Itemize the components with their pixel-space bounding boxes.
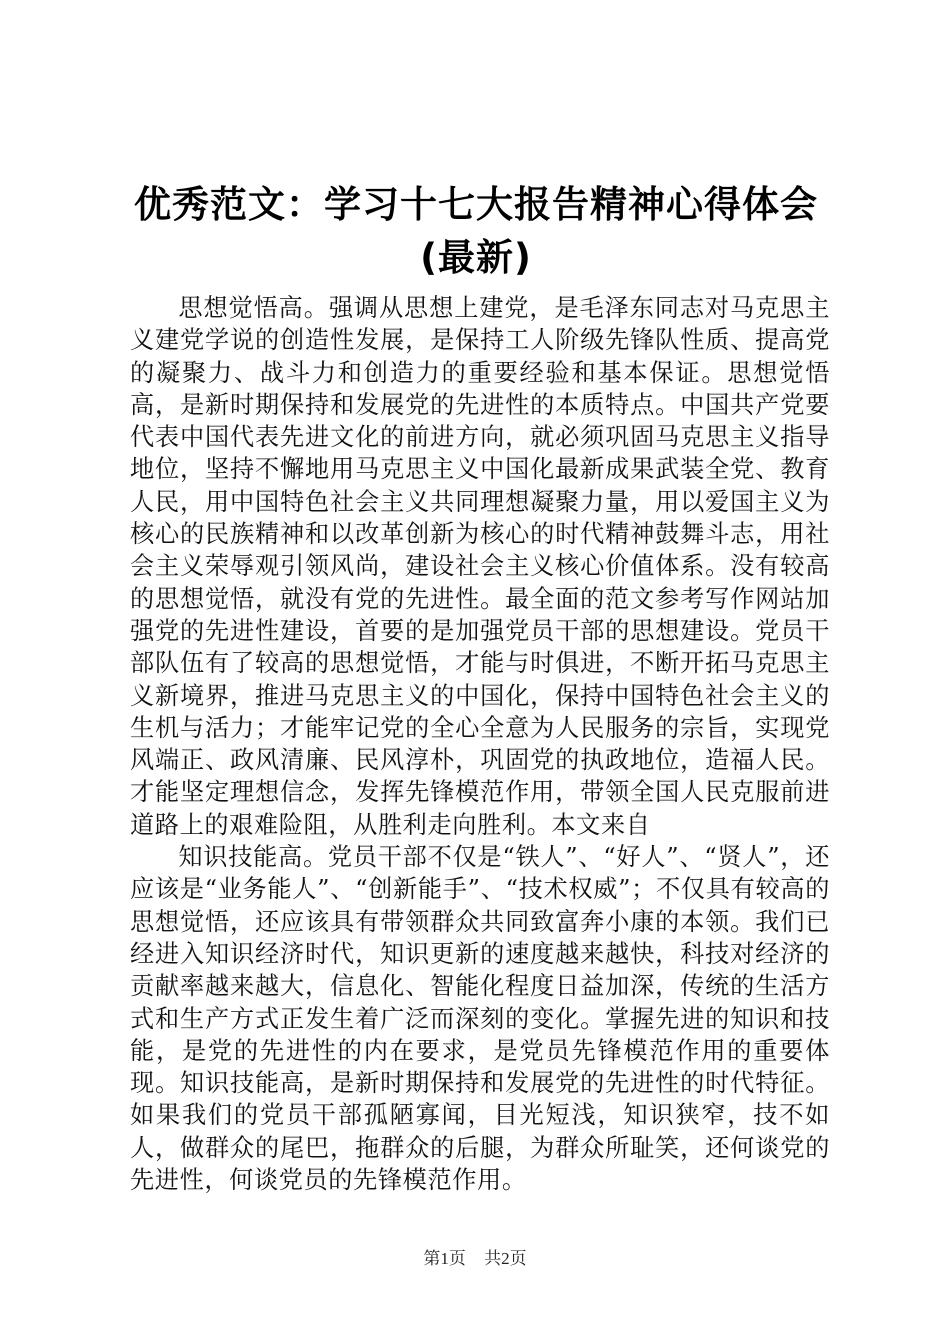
paragraph-knowledge: 知识技能高。党员干部不仅是“铁人”、“好人”、“贤人”，还应该是“业务能人”、“创新能手”、“技术权威”；不仅具有较高的思想觉悟，还应该具有带领群众共同致富奔小康的本领。我们已经进入知识经济时代，知识更新的速度越来越快，科技对经济的贡献率越来越大，信息化、智能化程度日益加深，传统的生活方式和生产方式正发生着广泛而深刻的变化。掌握先进的知识和技能，是党的先进性的内在要求，是党员先锋模范作用的重要体现。知识技能高，是新时期保持和发展党的先进性的时代特征。如果我们的党员干部孤陋寡闻，目光短浅，知识狭窄，技不如人，做群众的尾巴，拖群众的后腿，为群众所耻笑，还何谈党的先进性，何谈党员的先锋模范作用。 (130, 843, 830, 1195)
page-footer (0, 1244, 950, 1269)
paragraph-thought: 思想觉悟高。强调从思想上建党，是毛泽东同志对马克思主义建党学说的创造性发展，是保持工人阶级先锋队性质、提高党的凝聚力、战斗力和创造力的重要经验和基本保证。思想觉悟高，是新时期保持和发展党的先进性的本质特点。中国共产党要代表中国代表先进文化的前进方向，就必须巩固马克思主义指导地位，坚持不懈地用马克思主义中国化最新成果武装全党、教育人民，用中国特色社会主义共同理想凝聚力量，用以爱国主义为核心的民族精神和以改革创新为核心的时代精神鼓舞斗志，用社会主义荣辱观引领风尚，建设社会主义核心价值体系。没有较高的思想觉悟，就没有党的先进性。最全面的范文参考写作网站加强党的先进性建设，首要的是加强党员干部的思想建设。党员干部队伍有了较高的思想觉悟，才能与时俱进，不断开拓马克思主义新境界，推进马克思主义的中国化，保持中国特色社会主义的生机与活力；才能牢记党的全心全意为人民服务的宗旨，实现党风端正、政风清廉、民风淳朴，巩固党的执政地位，造福人民。才能坚定理想信念，发挥先锋模范作用，带领全国人民克服前进道路上的艰难险阻，从胜利走向胜利。本文来自 (130, 294, 830, 839)
document-title: 优秀范文：学习十七大报告精神心得体会(最新) (134, 183, 818, 279)
document-body (130, 292, 830, 1196)
page-number-total: 共2页 (484, 1249, 527, 1268)
title-block (126, 178, 826, 284)
page-number-current: 第1页 (423, 1249, 466, 1268)
